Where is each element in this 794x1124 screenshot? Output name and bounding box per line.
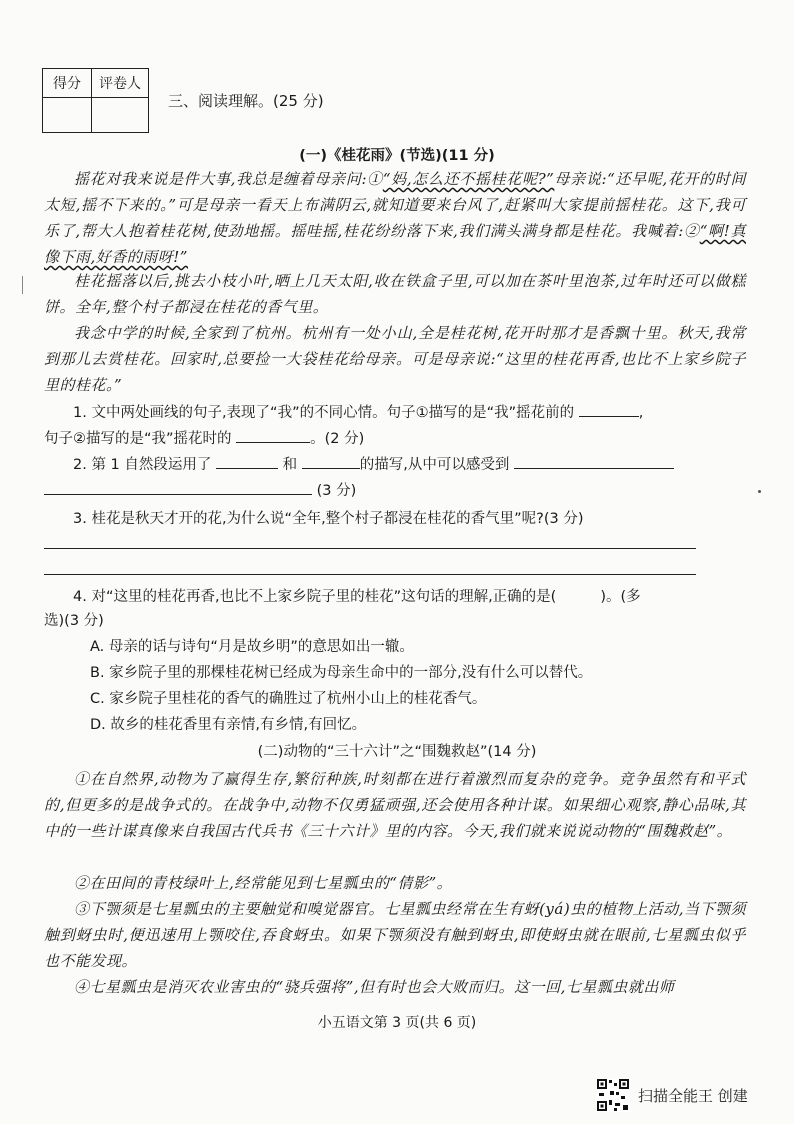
q1-text-a: 1. 文中两处画线的句子,表现了“我”的不同心情。句子①描写的是“我”摇花前的 [73,405,575,421]
question-2-line-2 [44,478,746,504]
q2-blank-2[interactable] [302,452,360,469]
score-cell[interactable] [43,98,92,133]
scanner-watermark [596,1078,748,1112]
question-2 [44,452,746,478]
option-d[interactable]: D. 故乡的桂花香里有亲情,有乡情,有回忆。 [90,717,367,733]
underlined-sentence-2: “啊!真像下雨,好香的雨呀!” [44,222,746,266]
passage2-paragraph-4: ④七星瓢虫是消灭农业害虫的“骁兵强将”,但有时也会大败而归。这一回,七星瓢虫就出师 [74,978,675,996]
margin-mark [22,276,23,294]
question-1: 1. 文中两处画线的句子,表现了“我”的不同心情。句子①描写的是“我”摇花前的 , [44,400,746,426]
grader-cell[interactable] [92,98,149,133]
passage2-paragraph-2: ②在田间的青枝绿叶上,经常能见到七星瓢虫的“倩影”。 [74,874,453,892]
score-label: 得分 [43,69,92,98]
question-3: 3. 桂花是秋天才开的花,为什么说“全年,整个村子都浸在桂花的香气里”呢?(3 分) [73,511,584,527]
grader-label: 评卷人 [92,69,149,98]
section-title: 三、阅读理解。(25 分) [168,92,324,110]
p1-text-a: 摇花对我来说是件大事,我总是缠着母亲问:① [74,170,383,188]
passage1-title: (一)《桂花雨》(节选)(11 分) [299,148,495,164]
q2-text-b: 和 [282,457,298,473]
underlined-sentence-1: “妈,怎么还不摇桂花呢?” [382,170,555,188]
option-c[interactable]: C. 家乡院子里桂花的香气的确胜过了杭州小山上的桂花香气。 [90,691,487,707]
q1-text-c: 。(2 分) [310,431,365,447]
q1-blank-2[interactable] [236,426,310,443]
score-box [42,68,149,133]
passage2-title: (二)动物的“三十六计”之“围魏救赵”(14 分) [257,744,537,760]
question-1-line-2 [44,426,746,452]
q4-text-a: 4. 对“这里的桂花再香,也比不上家乡院子里的桂花”这句话的理解,正确的是( [73,589,557,605]
passage1-paragraph-1 [44,166,746,270]
question-4 [44,584,746,610]
q2-text-d: (3 分) [316,483,357,499]
passage2-paragraph-3: ③下颚须是七星瓢虫的主要触觉和嗅觉器官。七星瓢虫经常在生有蚜(yá)虫的植物上活动,当下颚须触到蚜虫时,便迅速用上颚咬住,吞食蚜虫。如果下颚须没有触到蚜虫,即使蚜虫就在眼前,七星瓢虫似乎也不能发现。 [44,900,746,970]
q1-blank-1[interactable] [579,400,639,417]
qr-code-icon [596,1078,630,1112]
q3-answer-line-2[interactable] [44,574,696,575]
page-footer: 小五语文第 3 页(共 6 页) [317,1015,477,1031]
q1-text-b: 句子②描写的是“我”摇花时的 [44,431,232,447]
q2-blank-1[interactable] [216,452,278,469]
watermark-text: 扫描全能王 创建 [638,1086,748,1105]
p1-text-b: 母亲说:“还早呢,花开的时间太短,摇不下来的。”可是母亲一看天上布满阴云,就知道要来台风了,赶紧叫大家提前摇桂花。这下,我可乐了,帮大人抱着桂花树,使劲地摇。摇哇摇,桂花纷纷落下来,我们满头满身都是桂花。我喊着:② [44,170,747,240]
margin-dot [758,490,761,493]
passage1-paragraph-3: 我念中学的时候,全家到了杭州。杭州有一处小山,全是桂花树,花开时那才是香飘十里。秋天,我常到那儿去赏桂花。回家时,总要捡一大袋桂花给母亲。可是母亲说:“这里的桂花再香,也比不上家乡院子里的桂花。” [44,324,746,394]
q2-blank-3[interactable] [514,452,674,469]
q2-text-c: 的描写,从中可以感受到 [359,457,510,473]
option-a[interactable]: A. 母亲的话与诗句“月是故乡明”的意思如出一辙。 [90,639,414,655]
q4-text-b: )。(多 [600,589,641,605]
passage1-paragraph-2: 桂花摇落以后,挑去小枝小叶,晒上几天太阳,收在铁盒子里,可以加在茶叶里泡茶,过年时还可以做糕饼。全年,整个村子都浸在桂花的香气里。 [44,272,746,316]
q2-blank-4[interactable] [44,478,312,495]
option-b[interactable]: B. 家乡院子里的那棵桂花树已经成为母亲生命中的一部分,没有什么可以替代。 [90,665,593,681]
passage2-paragraph-1: ①在自然界,动物为了赢得生存,繁衍种族,时刻都在进行着激烈而复杂的竞争。竞争虽然有和平式的,但更多的是战争式的。在战争中,动物不仅勇猛顽强,还会使用各种计谋。如果细心观察,静心品味,其中的一些计谋真像来自我国古代兵书《三十六计》里的内容。今天,我们就来说说动物的“围魏救赵”。 [44,770,746,840]
q2-text-a: 2. 第 1 自然段运用了 [73,457,212,473]
q3-answer-line-1[interactable] [44,548,696,549]
question-4-line-2: 选)(3 分) [44,613,104,629]
